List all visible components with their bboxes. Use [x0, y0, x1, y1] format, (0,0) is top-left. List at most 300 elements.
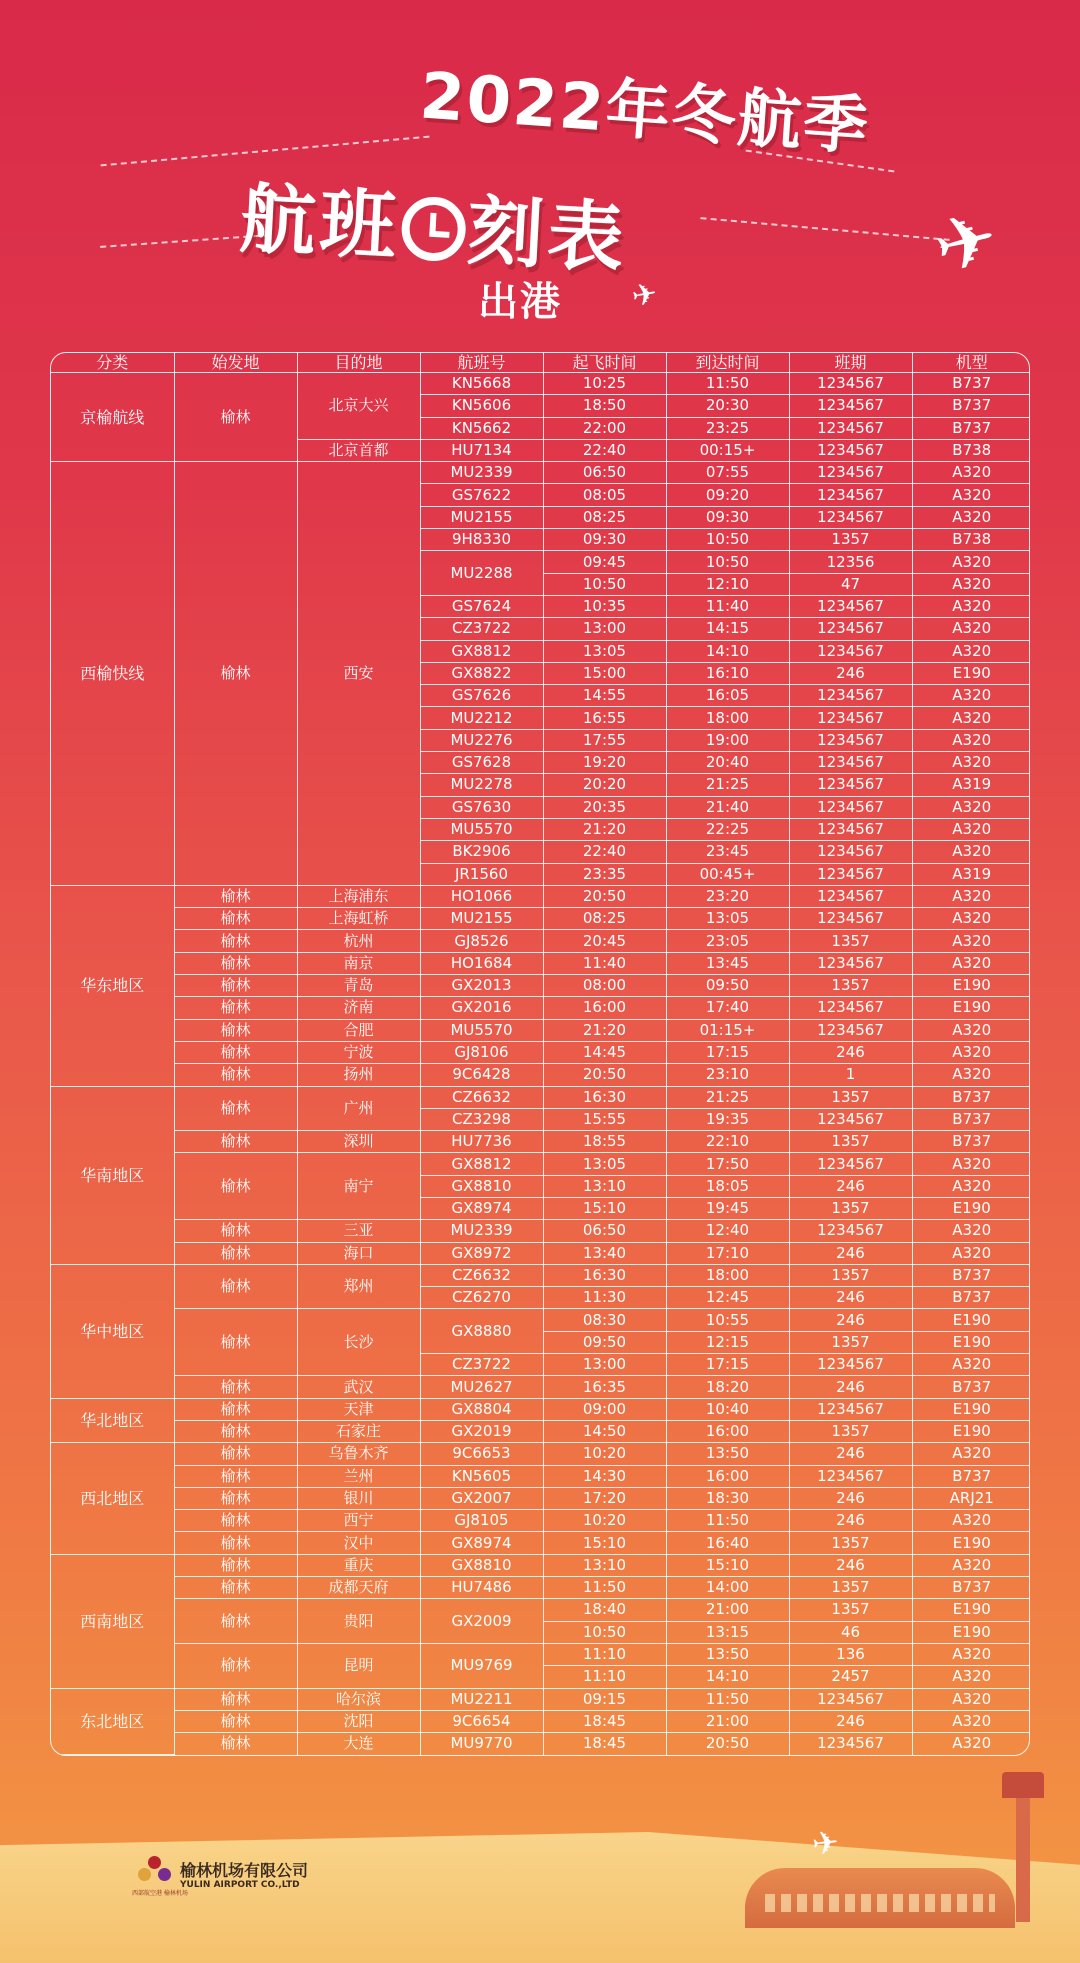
- cell-destination: 武汉: [297, 1376, 420, 1398]
- cell-destination: 汉中: [297, 1532, 420, 1554]
- cell-aircraft-type: B737: [912, 1131, 1030, 1153]
- cell-origin: 榆林: [174, 1465, 297, 1487]
- cell-flight-no: KN5668: [420, 373, 543, 395]
- cell-flight-no: HU7736: [420, 1131, 543, 1153]
- cell-schedule-days: 1234567: [789, 952, 912, 974]
- airplane-icon: ✈: [810, 1822, 841, 1864]
- table-row: [51, 1019, 1030, 1041]
- cell-aircraft-type: B737: [912, 1264, 1030, 1286]
- cell-arrival-time: 17:40: [666, 997, 789, 1019]
- cell-aircraft-type: B737: [912, 395, 1030, 417]
- cell-aircraft-type: B737: [912, 1108, 1030, 1130]
- cell-schedule-days: 246: [789, 1376, 912, 1398]
- cell-flight-no: CZ6632: [420, 1264, 543, 1286]
- cell-departure-time: 10:25: [543, 373, 666, 395]
- cell-departure-time: 08:25: [543, 506, 666, 528]
- cell-aircraft-type: A320: [912, 1510, 1030, 1532]
- table-row: [51, 997, 1030, 1019]
- cell-flight-no: GX8974: [420, 1197, 543, 1219]
- cell-schedule-days: 246: [789, 1487, 912, 1509]
- cell-departure-time: 09:30: [543, 529, 666, 551]
- cell-flight-no: MU9770: [420, 1733, 543, 1755]
- cell-arrival-time: 17:15: [666, 1354, 789, 1376]
- cell-departure-time: 11:50: [543, 1577, 666, 1599]
- cell-arrival-time: 13:50: [666, 1643, 789, 1665]
- cell-flight-no: MU2212: [420, 707, 543, 729]
- cell-destination: 上海虹桥: [297, 908, 420, 930]
- table-row: [51, 908, 1030, 930]
- cell-schedule-days: 246: [789, 1041, 912, 1063]
- cell-departure-time: 22:40: [543, 439, 666, 461]
- cell-flight-no: MU2155: [420, 506, 543, 528]
- cell-arrival-time: 21:25: [666, 774, 789, 796]
- cell-arrival-time: 19:45: [666, 1197, 789, 1219]
- cell-arrival-time: 14:00: [666, 1577, 789, 1599]
- cell-schedule-days: 246: [789, 1309, 912, 1331]
- cell-aircraft-type: A320: [912, 1153, 1030, 1175]
- company-name-en: YULIN AIRPORT CO.,LTD: [180, 1880, 300, 1890]
- cell-arrival-time: 11:40: [666, 595, 789, 617]
- cell-schedule-days: 1234567: [789, 796, 912, 818]
- cell-arrival-time: 19:00: [666, 729, 789, 751]
- cell-schedule-days: 246: [789, 1554, 912, 1576]
- cell-departure-time: 18:40: [543, 1599, 666, 1621]
- cell-departure-time: 19:20: [543, 752, 666, 774]
- cell-schedule-days: 1234567: [789, 1354, 912, 1376]
- cell-arrival-time: 00:15+: [666, 439, 789, 461]
- cell-departure-time: 20:20: [543, 774, 666, 796]
- cell-destination: 石家庄: [297, 1420, 420, 1442]
- cell-schedule-days: 1234567: [789, 595, 912, 617]
- cell-schedule-days: 1234567: [789, 373, 912, 395]
- cell-schedule-days: 246: [789, 1175, 912, 1197]
- cell-departure-time: 14:50: [543, 1420, 666, 1442]
- cell-schedule-days: 1234567: [789, 1398, 912, 1420]
- cell-flight-no: GX2013: [420, 975, 543, 997]
- cell-destination: 扬州: [297, 1064, 420, 1086]
- cell-arrival-time: 00:45+: [666, 863, 789, 885]
- cell-schedule-days: 246: [789, 1287, 912, 1309]
- cell-arrival-time: 22:25: [666, 818, 789, 840]
- cell-arrival-time: 17:15: [666, 1041, 789, 1063]
- table-row: [51, 1599, 1030, 1621]
- cell-schedule-days: 12356: [789, 551, 912, 573]
- cell-aircraft-type: E190: [912, 1398, 1030, 1420]
- cell-aircraft-type: A319: [912, 863, 1030, 885]
- cell-aircraft-type: B737: [912, 1376, 1030, 1398]
- cell-destination: 贵阳: [297, 1599, 420, 1644]
- cell-schedule-days: 1234567: [789, 1220, 912, 1242]
- cell-flight-no: BK2906: [420, 841, 543, 863]
- cell-departure-time: 23:35: [543, 863, 666, 885]
- cell-arrival-time: 19:35: [666, 1108, 789, 1130]
- cell-origin: 榆林: [174, 1131, 297, 1153]
- cell-schedule-days: 1234567: [789, 395, 912, 417]
- cell-origin: 榆林: [174, 1420, 297, 1442]
- cell-destination: 乌鲁木齐: [297, 1443, 420, 1465]
- cell-schedule-days: 1357: [789, 1420, 912, 1442]
- cell-flight-no: HU7486: [420, 1577, 543, 1599]
- cell-arrival-time: 21:25: [666, 1086, 789, 1108]
- cell-arrival-time: 10:40: [666, 1398, 789, 1420]
- cell-departure-time: 13:40: [543, 1242, 666, 1264]
- cell-schedule-days: 1357: [789, 1197, 912, 1219]
- cell-arrival-time: 14:15: [666, 618, 789, 640]
- cell-departure-time: 14:30: [543, 1465, 666, 1487]
- cell-departure-time: 21:20: [543, 818, 666, 840]
- cell-departure-time: 10:50: [543, 573, 666, 595]
- cell-flight-no: GX2016: [420, 997, 543, 1019]
- cell-departure-time: 20:50: [543, 885, 666, 907]
- cell-schedule-days: 246: [789, 1710, 912, 1732]
- cell-category: 京榆航线: [51, 373, 174, 462]
- cell-departure-time: 09:00: [543, 1398, 666, 1420]
- cell-flight-no: GJ8105: [420, 1510, 543, 1532]
- cell-destination: 西宁: [297, 1510, 420, 1532]
- cell-category: 华北地区: [51, 1398, 174, 1443]
- cell-aircraft-type: A320: [912, 930, 1030, 952]
- cell-arrival-time: 12:15: [666, 1331, 789, 1353]
- cell-aircraft-type: E190: [912, 1309, 1030, 1331]
- cell-flight-no: CZ3722: [420, 618, 543, 640]
- cell-arrival-time: 23:20: [666, 885, 789, 907]
- cell-origin: 榆林: [174, 1710, 297, 1732]
- cell-origin: 榆林: [174, 1153, 297, 1220]
- cell-category: 华中地区: [51, 1264, 174, 1398]
- cell-arrival-time: 16:00: [666, 1465, 789, 1487]
- title-part-1: 航班: [237, 173, 403, 272]
- cell-schedule-days: 1234567: [789, 774, 912, 796]
- cell-arrival-time: 01:15+: [666, 1019, 789, 1041]
- cell-flight-no: GX2019: [420, 1420, 543, 1442]
- page-title: [237, 158, 630, 287]
- title-part-2: 刻表: [465, 185, 630, 284]
- cell-departure-time: 06:50: [543, 462, 666, 484]
- cell-aircraft-type: E190: [912, 1621, 1030, 1643]
- cell-departure-time: 20:45: [543, 930, 666, 952]
- cell-aircraft-type: A320: [912, 818, 1030, 840]
- cell-destination: 郑州: [297, 1264, 420, 1309]
- cell-origin: 榆林: [174, 1064, 297, 1086]
- cell-aircraft-type: E190: [912, 997, 1030, 1019]
- cell-destination: 银川: [297, 1487, 420, 1509]
- cell-departure-time: 15:00: [543, 662, 666, 684]
- cell-flight-no: 9C6653: [420, 1443, 543, 1465]
- cell-destination: 哈尔滨: [297, 1688, 420, 1710]
- cell-schedule-days: 136: [789, 1643, 912, 1665]
- cell-departure-time: 16:00: [543, 997, 666, 1019]
- cell-aircraft-type: A320: [912, 1220, 1030, 1242]
- cell-aircraft-type: A320: [912, 484, 1030, 506]
- cell-departure-time: 16:30: [543, 1086, 666, 1108]
- cell-departure-time: 18:45: [543, 1710, 666, 1732]
- table-row: [51, 1242, 1030, 1264]
- cell-departure-time: 11:10: [543, 1643, 666, 1665]
- cell-departure-time: 18:50: [543, 395, 666, 417]
- cell-departure-time: 10:50: [543, 1621, 666, 1643]
- cell-destination: 兰州: [297, 1465, 420, 1487]
- cell-destination: 青岛: [297, 975, 420, 997]
- cell-aircraft-type: A320: [912, 796, 1030, 818]
- cell-departure-time: 11:10: [543, 1666, 666, 1688]
- cell-destination: 长沙: [297, 1309, 420, 1376]
- table-row: [51, 1376, 1030, 1398]
- header-destination: 目的地: [297, 353, 420, 373]
- cell-schedule-days: 1234567: [789, 640, 912, 662]
- cell-flight-no: MU2339: [420, 1220, 543, 1242]
- cell-schedule-days: 1: [789, 1064, 912, 1086]
- cell-category: 华东地区: [51, 885, 174, 1086]
- cell-aircraft-type: B737: [912, 417, 1030, 439]
- cell-flight-no: GJ8526: [420, 930, 543, 952]
- cell-flight-no: GS7628: [420, 752, 543, 774]
- cell-departure-time: 15:10: [543, 1532, 666, 1554]
- cell-origin: 榆林: [174, 1688, 297, 1710]
- cell-departure-time: 15:55: [543, 1108, 666, 1130]
- cell-departure-time: 22:40: [543, 841, 666, 863]
- cell-schedule-days: 1234567: [789, 417, 912, 439]
- cell-destination: 天津: [297, 1398, 420, 1420]
- cell-aircraft-type: B737: [912, 373, 1030, 395]
- cell-origin: 榆林: [174, 908, 297, 930]
- cell-schedule-days: 1234567: [789, 506, 912, 528]
- cell-origin: 榆林: [174, 1041, 297, 1063]
- cell-destination: 重庆: [297, 1554, 420, 1576]
- cell-departure-time: 22:00: [543, 417, 666, 439]
- cell-aircraft-type: A320: [912, 595, 1030, 617]
- cell-departure-time: 18:55: [543, 1131, 666, 1153]
- cell-origin: 榆林: [174, 373, 297, 462]
- table-row: [51, 975, 1030, 997]
- table-row: [51, 952, 1030, 974]
- table-row: [51, 1532, 1030, 1554]
- cell-origin: 榆林: [174, 1220, 297, 1242]
- cell-arrival-time: 17:50: [666, 1153, 789, 1175]
- table-row: [51, 373, 1030, 395]
- terminal-building-illustration: [745, 1868, 1015, 1928]
- cell-departure-time: 16:30: [543, 1264, 666, 1286]
- table-row: [51, 1220, 1030, 1242]
- cell-arrival-time: 18:00: [666, 1264, 789, 1286]
- cell-aircraft-type: A320: [912, 841, 1030, 863]
- cell-aircraft-type: E190: [912, 1197, 1030, 1219]
- table-row: [51, 930, 1030, 952]
- cell-origin: 榆林: [174, 1443, 297, 1465]
- cell-schedule-days: 1234567: [789, 863, 912, 885]
- cell-schedule-days: 1234567: [789, 908, 912, 930]
- cell-origin: 榆林: [174, 997, 297, 1019]
- cell-departure-time: 16:35: [543, 1376, 666, 1398]
- cell-aircraft-type: B738: [912, 439, 1030, 461]
- table-row: [51, 1554, 1030, 1576]
- cell-schedule-days: 1234567: [789, 707, 912, 729]
- company-logo: [132, 1856, 338, 1900]
- cell-schedule-days: 246: [789, 662, 912, 684]
- cell-origin: 榆林: [174, 1643, 297, 1688]
- cell-arrival-time: 11:50: [666, 373, 789, 395]
- cell-departure-time: 11:40: [543, 952, 666, 974]
- table-row: [51, 1398, 1030, 1420]
- cell-origin: 榆林: [174, 1086, 297, 1131]
- cell-arrival-time: 23:05: [666, 930, 789, 952]
- table-row: [51, 1710, 1030, 1732]
- cell-schedule-days: 47: [789, 573, 912, 595]
- cell-schedule-days: 246: [789, 1242, 912, 1264]
- cell-arrival-time: 14:10: [666, 640, 789, 662]
- cell-arrival-time: 12:10: [666, 573, 789, 595]
- cell-flight-no: CZ6632: [420, 1086, 543, 1108]
- cell-flight-no: GX8812: [420, 640, 543, 662]
- airplane-icon: ✈: [925, 193, 1007, 293]
- cell-schedule-days: 1234567: [789, 1153, 912, 1175]
- header-schedule-days: 班期: [789, 353, 912, 373]
- cell-category: 西南地区: [51, 1554, 174, 1688]
- cell-flight-no: GS7630: [420, 796, 543, 818]
- cell-flight-no: GX8974: [420, 1532, 543, 1554]
- cell-schedule-days: 1357: [789, 930, 912, 952]
- cell-arrival-time: 18:00: [666, 707, 789, 729]
- cell-departure-time: 17:55: [543, 729, 666, 751]
- cell-flight-no: CZ3722: [420, 1354, 543, 1376]
- cell-arrival-time: 13:15: [666, 1621, 789, 1643]
- cell-schedule-days: 1234567: [789, 818, 912, 840]
- cell-flight-no: 9H8330: [420, 529, 543, 551]
- cell-schedule-days: 1234567: [789, 618, 912, 640]
- cell-aircraft-type: ARJ21: [912, 1487, 1030, 1509]
- cell-schedule-days: 1357: [789, 1577, 912, 1599]
- cell-arrival-time: 07:55: [666, 462, 789, 484]
- cell-flight-no: MU9769: [420, 1643, 543, 1688]
- cell-schedule-days: 1357: [789, 1331, 912, 1353]
- cell-departure-time: 10:20: [543, 1443, 666, 1465]
- table-row: [51, 1688, 1030, 1710]
- cell-aircraft-type: A320: [912, 1554, 1030, 1576]
- cell-destination: 合肥: [297, 1019, 420, 1041]
- cell-departure-time: 09:50: [543, 1331, 666, 1353]
- cell-flight-no: KN5662: [420, 417, 543, 439]
- cell-arrival-time: 11:50: [666, 1688, 789, 1710]
- cell-schedule-days: 1234567: [789, 885, 912, 907]
- cell-schedule-days: 1234567: [789, 1019, 912, 1041]
- cell-schedule-days: 1357: [789, 975, 912, 997]
- season-title: 2022年冬航季: [417, 59, 872, 165]
- cell-departure-time: 08:05: [543, 484, 666, 506]
- cell-arrival-time: 23:25: [666, 417, 789, 439]
- cell-aircraft-type: A320: [912, 952, 1030, 974]
- cell-aircraft-type: A320: [912, 1064, 1030, 1086]
- cell-arrival-time: 12:40: [666, 1220, 789, 1242]
- cell-category: 西榆快线: [51, 462, 174, 886]
- cell-departure-time: 08:00: [543, 975, 666, 997]
- cell-aircraft-type: A320: [912, 1354, 1030, 1376]
- cell-schedule-days: 1234567: [789, 462, 912, 484]
- cell-flight-no: KN5606: [420, 395, 543, 417]
- cell-arrival-time: 09:20: [666, 484, 789, 506]
- cell-destination: 杭州: [297, 930, 420, 952]
- cell-schedule-days: 1234567: [789, 752, 912, 774]
- cell-origin: 榆林: [174, 1487, 297, 1509]
- cell-departure-time: 13:10: [543, 1554, 666, 1576]
- cell-departure-time: 20:35: [543, 796, 666, 818]
- cell-aircraft-type: A320: [912, 908, 1030, 930]
- cell-schedule-days: 1234567: [789, 729, 912, 751]
- cell-schedule-days: 1234567: [789, 685, 912, 707]
- control-tower-illustration: [1008, 1772, 1038, 1922]
- table-row: [51, 1443, 1030, 1465]
- cell-aircraft-type: A320: [912, 462, 1030, 484]
- cell-aircraft-type: A320: [912, 1019, 1030, 1041]
- cell-destination: 宁波: [297, 1041, 420, 1063]
- table-row: [51, 1264, 1030, 1286]
- cell-flight-no: 9C6654: [420, 1710, 543, 1732]
- cell-origin: 榆林: [174, 1554, 297, 1576]
- cell-schedule-days: 1357: [789, 529, 912, 551]
- cell-flight-no: MU2288: [420, 551, 543, 596]
- cell-origin: 榆林: [174, 975, 297, 997]
- cell-category: 华南地区: [51, 1086, 174, 1264]
- cell-flight-no: JR1560: [420, 863, 543, 885]
- cell-schedule-days: 1357: [789, 1086, 912, 1108]
- cell-flight-no: GX8812: [420, 1153, 543, 1175]
- cell-arrival-time: 22:10: [666, 1131, 789, 1153]
- cell-schedule-days: 1234567: [789, 1733, 912, 1755]
- cell-departure-time: 10:35: [543, 595, 666, 617]
- company-name-cn: 榆林机场有限公司: [180, 1861, 309, 1880]
- cell-schedule-days: 1357: [789, 1599, 912, 1621]
- cell-schedule-days: 1357: [789, 1264, 912, 1286]
- cell-arrival-time: 21:00: [666, 1599, 789, 1621]
- cell-aircraft-type: A320: [912, 1643, 1030, 1665]
- cell-destination: 南宁: [297, 1153, 420, 1220]
- cell-arrival-time: 16:40: [666, 1532, 789, 1554]
- cell-arrival-time: 20:30: [666, 395, 789, 417]
- cell-origin: 榆林: [174, 1264, 297, 1309]
- cell-flight-no: MU2627: [420, 1376, 543, 1398]
- cell-arrival-time: 15:10: [666, 1554, 789, 1576]
- cell-aircraft-type: A320: [912, 1710, 1030, 1732]
- cell-arrival-time: 21:40: [666, 796, 789, 818]
- cell-origin: 榆林: [174, 885, 297, 907]
- header-aircraft-type: 机型: [912, 353, 1030, 373]
- cell-departure-time: 06:50: [543, 1220, 666, 1242]
- cell-departure-time: 20:50: [543, 1064, 666, 1086]
- cell-flight-no: GX8810: [420, 1175, 543, 1197]
- cell-arrival-time: 10:50: [666, 529, 789, 551]
- cell-destination: 上海浦东: [297, 885, 420, 907]
- cell-departure-time: 21:20: [543, 1019, 666, 1041]
- cell-aircraft-type: B737: [912, 1577, 1030, 1599]
- cell-origin: 榆林: [174, 1398, 297, 1420]
- cell-aircraft-type: A320: [912, 1733, 1030, 1755]
- cell-flight-no: MU2339: [420, 462, 543, 484]
- table-header-row: [51, 353, 1030, 373]
- cell-origin: 榆林: [174, 1019, 297, 1041]
- cell-arrival-time: 14:10: [666, 1666, 789, 1688]
- table-row: [51, 1131, 1030, 1153]
- cell-aircraft-type: E190: [912, 662, 1030, 684]
- cell-departure-time: 16:55: [543, 707, 666, 729]
- cell-aircraft-type: A320: [912, 1041, 1030, 1063]
- cell-destination: 昆明: [297, 1643, 420, 1688]
- header-flight-no: 航班号: [420, 353, 543, 373]
- cell-schedule-days: 46: [789, 1621, 912, 1643]
- cell-destination: 北京首都: [297, 439, 420, 461]
- cell-departure-time: 09:45: [543, 551, 666, 573]
- cell-flight-no: GX2007: [420, 1487, 543, 1509]
- cell-aircraft-type: A320: [912, 1175, 1030, 1197]
- cell-arrival-time: 16:00: [666, 1420, 789, 1442]
- cell-aircraft-type: A320: [912, 752, 1030, 774]
